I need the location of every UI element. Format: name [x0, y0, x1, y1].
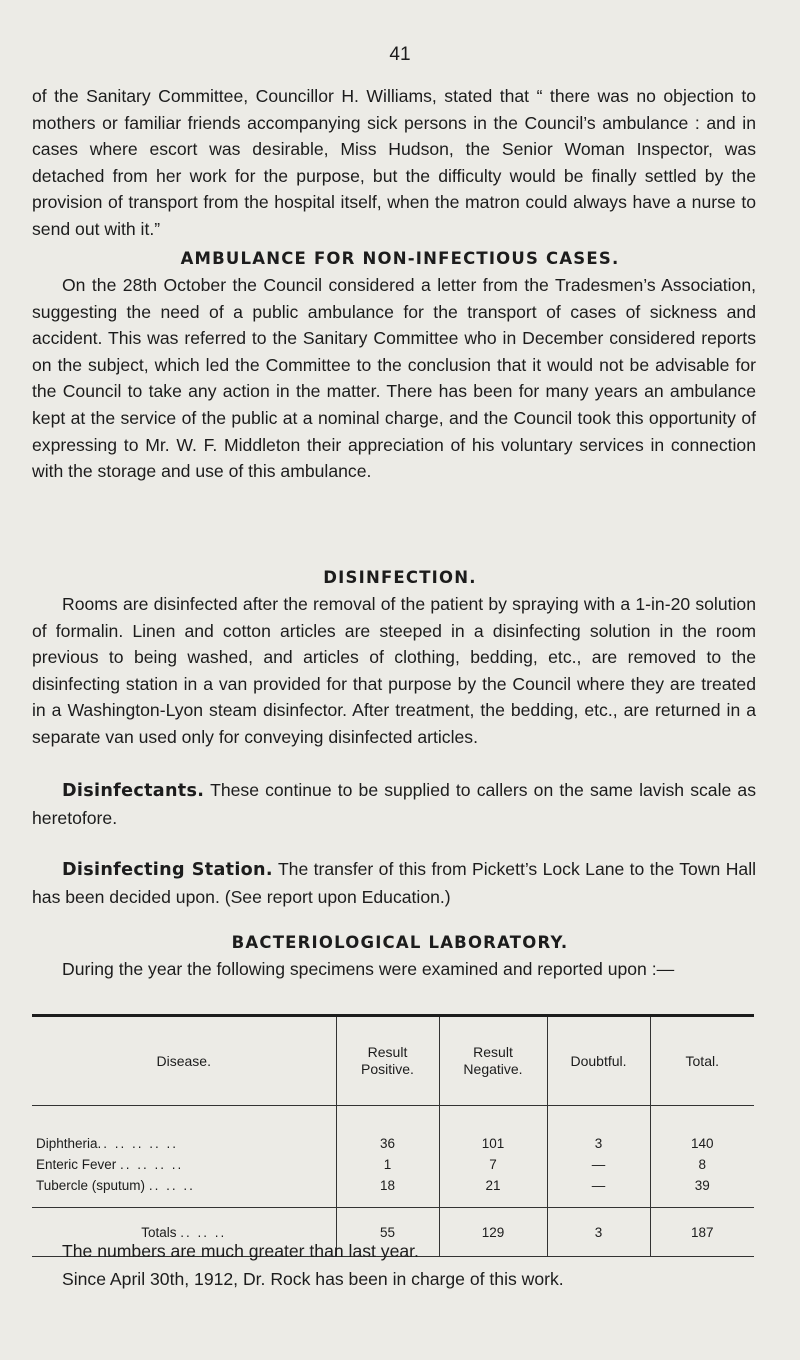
disinfection-paragraph: Rooms are disinfected after the removal of the patient by spraying with a 1-in-20 solution of formalin. Linen and cotton articles are steeped in a disinfecting solution in the room previous to being washed, and articles of clothing, bedding, etc., are removed to the disinfecting station in a van provided for that purpose by the Council where they are treated in a Washington-Lyon steam disinfector. After treatment, the bedding, etc., are returned in a separate van used only for conveying disinfected articles.	[32, 594, 756, 747]
totals-total: 187	[650, 1208, 754, 1257]
page-number: 41	[389, 44, 411, 65]
table-row	[32, 1106, 754, 1152]
station-run-head: Disinfecting Station.	[62, 860, 273, 880]
row-total: 39	[650, 1172, 754, 1208]
footnote-comparison: The numbers are much greater than last year.	[62, 1241, 419, 1261]
disinfection-heading: DISINFECTION.	[323, 568, 477, 587]
table-header-row	[32, 1017, 754, 1106]
laboratory-heading: BACTERIOLOGICAL LABORATORY.	[231, 933, 569, 952]
laboratory-intro: During the year the following specimens were examined and reported upon :—	[62, 959, 675, 979]
header-doubtful: Doubtful.	[547, 1017, 650, 1106]
station-paragraph	[32, 856, 756, 910]
row-total: 140	[690, 1136, 714, 1151]
table-row	[32, 1172, 754, 1208]
disinfectants-text: These continue to be supplied to callers on the same lavish scale as heretofore.	[32, 780, 756, 828]
row-positive: 1	[336, 1151, 439, 1172]
totals-positive: 55	[336, 1208, 439, 1257]
header-positive: Result Positive.	[336, 1017, 439, 1106]
header-disease: Disease.	[32, 1017, 336, 1106]
row-disease: Enteric Fever .. .. .. ..	[32, 1151, 336, 1172]
row-disease: Tubercle (sputum) .. .. ..	[32, 1172, 336, 1208]
station-text: The transfer of this from Pickett’s Lock Lane to the Town Hall has been decided upon. (See report upon Education.)	[32, 859, 757, 907]
row-doubtful: 3	[547, 1106, 650, 1152]
row-negative: 7	[439, 1151, 547, 1172]
row-positive: 18	[336, 1172, 439, 1208]
ambulance-paragraph: On the 28th October the Council considered a letter from the Tradesmen’s Association, suggesting the need of a public ambulance for the transport of cases of sickness and accident. This was referred to the Sanitary Committee who in December considered reports on the subject, which led the Committee to the conclusion that it would not be advisable for the Council to take any action in the matter. There has been for many years an ambulance kept at the service of the public at a nominal charge, and the Council took this opportunity of expressing to Mr. W. F. Middleton their appreciation of his voluntary services in connection with the storage and use of this ambulance.	[32, 275, 756, 482]
row-doubtful: —	[547, 1172, 650, 1208]
header-total: Total.	[650, 1017, 754, 1106]
row-positive: 36	[336, 1106, 439, 1152]
totals-label: Totals .. .. ..	[32, 1208, 336, 1257]
row-total: 8	[698, 1157, 706, 1172]
specimens-table	[32, 1017, 754, 1257]
disinfectants-run-head: Disinfectants.	[62, 781, 205, 801]
row-negative: 101	[439, 1106, 547, 1152]
totals-doubtful: 3	[547, 1208, 650, 1257]
intro-paragraph: of the Sanitary Committee, Councillor H. Williams, stated that “ there was no objection to mothers or familiar friends accompanying sick persons in the Council’s ambulance : and in cases where escort was desirable, Miss Hudson, the Senior Woman Inspector, was detached from her work for the purpose, but the difficulty would be finally settled by the provision of transport from the hospital itself, when the matron could always have a nurse to send out with it.”	[32, 86, 756, 239]
ambulance-heading: AMBULANCE FOR NON-INFECTIOUS CASES.	[180, 249, 620, 268]
footnote-charge: Since April 30th, 1912, Dr. Rock has been in charge of this work.	[62, 1269, 564, 1289]
header-negative: Result Negative.	[439, 1017, 547, 1106]
totals-negative: 129	[439, 1208, 547, 1257]
row-negative: 21	[439, 1172, 547, 1208]
row-disease: Diphtheria.. .. .. .. ..	[32, 1106, 336, 1152]
table-row	[32, 1151, 754, 1172]
disinfectants-paragraph	[32, 777, 756, 831]
row-doubtful: —	[547, 1151, 650, 1172]
